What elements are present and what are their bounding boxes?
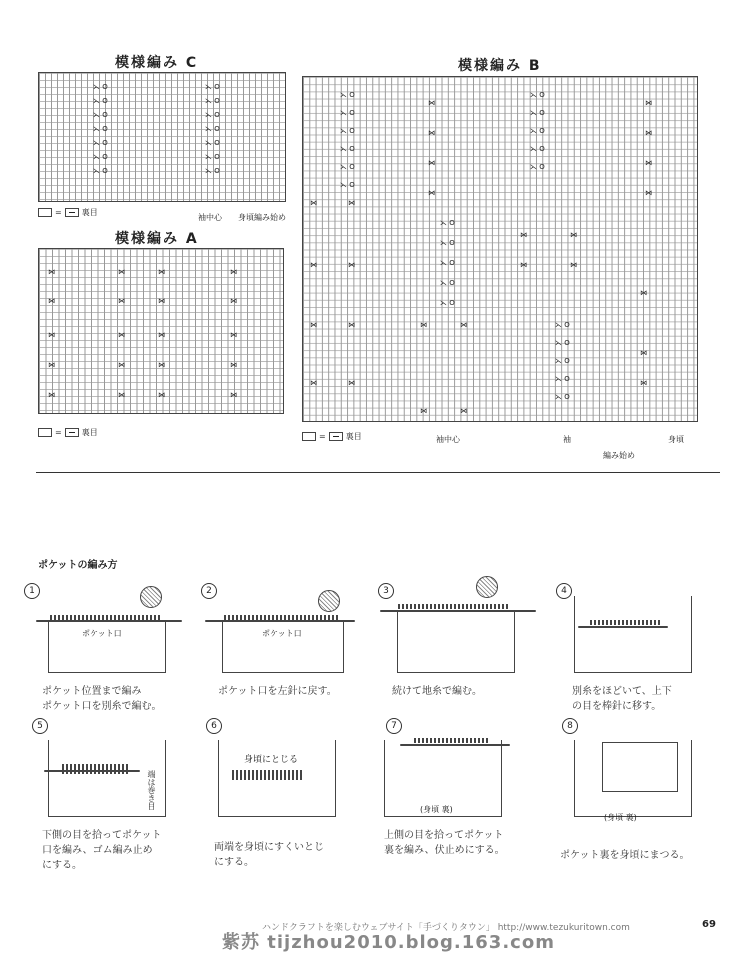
step-6-caption: 両端を身頃にすくいとじ にする。 xyxy=(214,842,324,868)
pattern-b-chart xyxy=(302,76,698,422)
step-1-caption: ポケット位置まで編み ポケット口を別糸で編む。 xyxy=(42,686,162,712)
step-1-stitches xyxy=(50,615,162,620)
step-6-number: 6 xyxy=(206,718,222,734)
pattern-b-body-label: 身頃 xyxy=(668,435,684,444)
pattern-b-legend: = 裏目 xyxy=(302,431,362,442)
yarn-ball-icon xyxy=(318,590,340,612)
step-7-number: 7 xyxy=(386,718,402,734)
step-7-caption: 上側の目を拾ってポケット 裏を編み、伏止めにする。 xyxy=(384,830,505,856)
pattern-b-title: 模様編み B xyxy=(458,58,542,74)
page-number: 69 xyxy=(702,919,716,930)
step-8-number: 8 xyxy=(562,718,578,734)
step-3-number: 3 xyxy=(378,583,394,599)
knit-symbol-icon xyxy=(302,432,316,441)
step-2-caption: ポケット口を左針に戻す。 xyxy=(218,686,337,697)
pattern-c-center-label: 袖中心 xyxy=(198,213,222,222)
step-1-label: ポケット口 xyxy=(82,629,122,638)
section-title: ポケットの編み方 xyxy=(38,560,118,571)
step-4-stitches xyxy=(590,620,660,625)
pattern-c-legend: = 裏目 xyxy=(38,207,98,218)
step-3-needle xyxy=(380,610,536,612)
pattern-c-chart xyxy=(38,72,286,202)
step-3-caption: 続けて地糸で編む。 xyxy=(392,686,482,697)
step-5-caption: 下側の目を拾ってポケット 口を編み、ゴム編み止め にする。 xyxy=(42,830,162,871)
step-2-label: ポケット口 xyxy=(262,629,302,638)
step-4-illustration xyxy=(574,596,692,673)
footer-text: ハンドクラフトを楽しむウェブサイト「手づくりタウン」 http://www.tezukuritown.com xyxy=(262,923,630,933)
section-divider xyxy=(36,472,720,473)
step-5-label: 端は巻き目 xyxy=(147,770,156,810)
step-7-needle xyxy=(400,744,510,746)
step-1-needle xyxy=(36,620,182,622)
step-4-needle xyxy=(578,626,668,628)
purl-symbol-icon xyxy=(65,428,79,437)
step-2-needle xyxy=(205,620,355,622)
step-7-label: (身頃 裏) xyxy=(420,805,453,814)
step-3-illustration xyxy=(397,612,515,673)
pattern-a-legend: = 裏目 xyxy=(38,427,98,438)
pattern-c-start-label: 身頃編み始め xyxy=(238,213,286,222)
step-8-pocket xyxy=(602,742,678,792)
knit-symbol-icon xyxy=(38,208,52,217)
step-2-number: 2 xyxy=(201,583,217,599)
step-4-number: 4 xyxy=(556,583,572,599)
step-8-caption: ポケット裏を身頃にまつる。 xyxy=(560,850,690,861)
step-8-label: (身頃 裏) xyxy=(604,813,637,822)
step-5-number: 5 xyxy=(32,718,48,734)
pattern-a-title: 模様編み A xyxy=(115,231,199,247)
step-6-label: 身頃にとじる xyxy=(244,755,299,765)
purl-symbol-icon xyxy=(65,208,79,217)
pattern-b-sleeve-label: 袖 xyxy=(563,435,571,444)
step-3-stitches xyxy=(398,604,510,609)
yarn-ball-icon xyxy=(476,576,498,598)
step-7-stitches xyxy=(414,738,488,743)
step-1-number: 1 xyxy=(24,583,40,599)
step-6-stitches xyxy=(232,770,302,780)
step-5-stitches xyxy=(62,764,128,774)
step-2-stitches xyxy=(224,615,340,620)
pattern-c-title: 模様編み C xyxy=(115,55,199,71)
step-4-caption: 別糸をほどいて、上下 の目を棒針に移す。 xyxy=(572,686,672,712)
purl-symbol-icon xyxy=(329,432,343,441)
pattern-b-start-label: 編み始め xyxy=(603,451,635,460)
yarn-ball-icon xyxy=(140,586,162,608)
watermark: 紫苏 tijzhou2010.blog.163.com xyxy=(222,932,555,953)
knit-symbol-icon xyxy=(38,428,52,437)
pattern-b-center-label: 袖中心 xyxy=(436,435,460,444)
